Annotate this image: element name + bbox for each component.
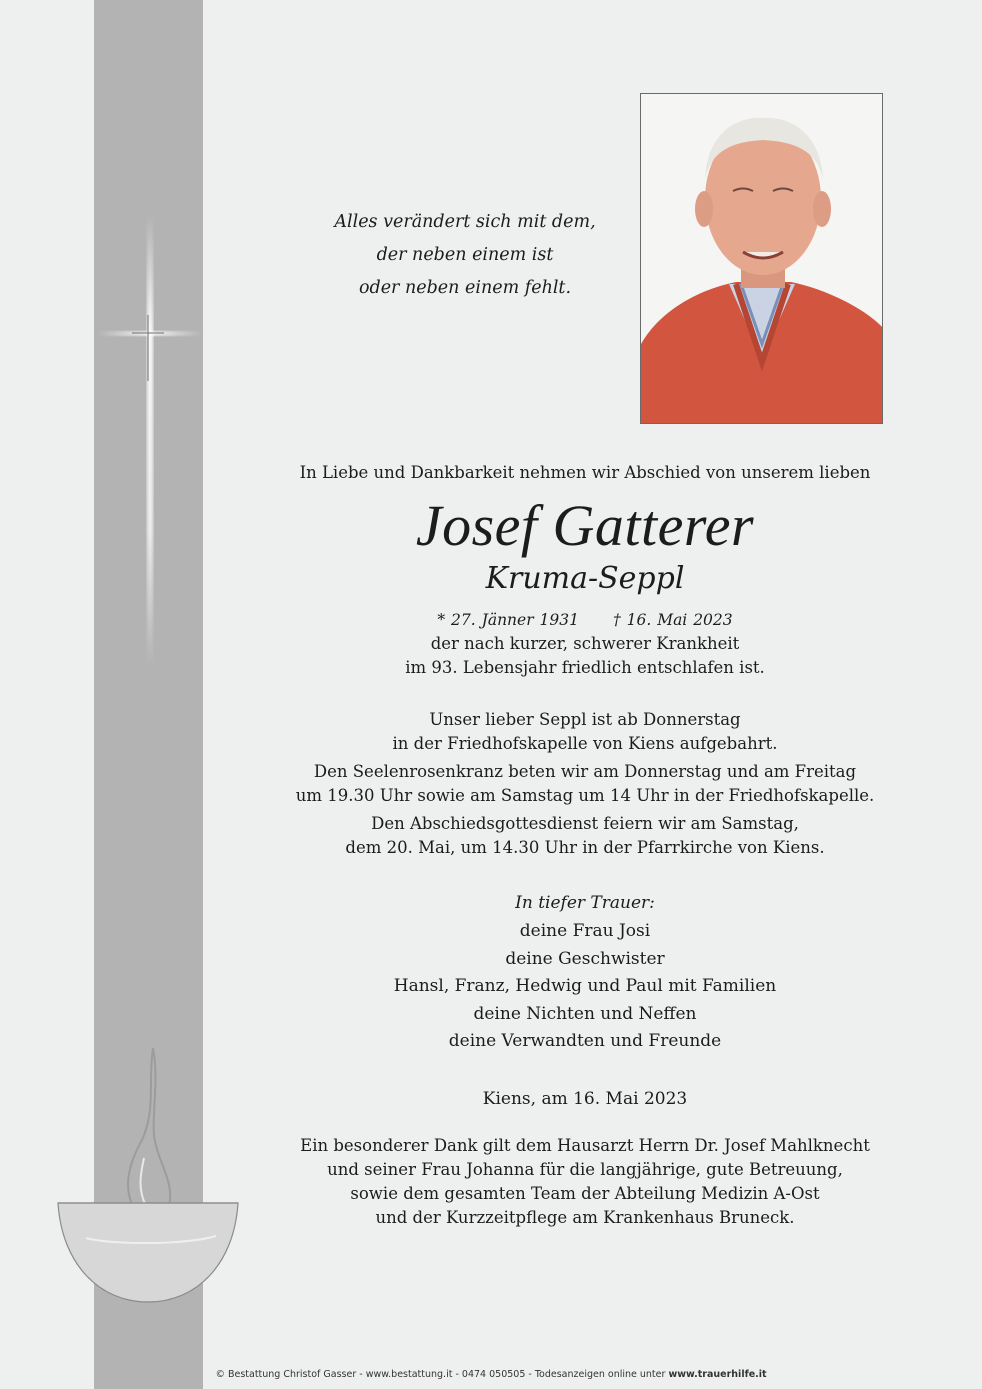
epitaph-quote	[300, 206, 630, 305]
service-text-line: in der Friedhofskapelle von Kiens aufgebahrt.	[392, 734, 778, 753]
thanks-text	[286, 1134, 884, 1230]
deceased-nickname: Kruma-Seppl	[485, 561, 685, 596]
service-text-line: dem 20. Mai, um 14.30 Uhr in der Pfarrkirche von Kiens.	[345, 838, 825, 857]
candle-bowl-icon	[56, 1040, 240, 1340]
death-text-line: im 93. Lebensjahr friedlich entschlafen ist.	[405, 658, 765, 677]
death-text-line: der nach kurzer, schwerer Krankheit	[430, 634, 740, 653]
mourner-item: deine Nichten und Neffen	[473, 1003, 697, 1024]
birth-date: * 27. Jänner 1931	[437, 611, 579, 629]
death-date: † 16. Mai 2023	[612, 611, 733, 629]
mourner-item: deine Frau Josi	[519, 921, 651, 941]
mourners-heading: In tiefer Trauer:	[515, 893, 655, 913]
quote-line: der neben einem ist	[376, 245, 554, 265]
intro-text: In Liebe und Dankbarkeit nehmen wir Abschied von unserem lieben	[299, 463, 871, 482]
portrait-illustration	[641, 94, 883, 424]
quote-line: Alles verändert sich mit dem,	[334, 212, 596, 232]
obituary-body	[286, 460, 884, 1230]
quote-line: oder neben einem fehlt.	[358, 278, 572, 298]
place-date: Kiens, am 16. Mai 2023	[482, 1088, 688, 1109]
thanks-line: sowie dem gesamten Team der Abteilung Medizin A-Ost	[350, 1183, 820, 1203]
thanks-line: und seiner Frau Johanna für die langjährige, gute Betreuung,	[327, 1159, 843, 1179]
mourner-item: deine Verwandten und Freunde	[448, 1031, 722, 1051]
thanks-line: Ein besonderer Dank gilt dem Hausarzt Herrn Dr. Josef Mahlknecht	[300, 1135, 870, 1155]
mourner-item: Hansl, Franz, Hedwig und Paul mit Familien	[393, 976, 777, 996]
footer-text: © Bestattung Christof Gasser - www.bestattung.it - 0474 050505 - Todesanzeigen online unter	[215, 1369, 669, 1380]
footer-credits	[0, 1369, 982, 1380]
thanks-line: und der Kurzzeitpflege am Krankenhaus Bruneck.	[375, 1207, 795, 1227]
service-text-line: Den Seelenrosenkranz beten wir am Donnerstag und am Freitag	[313, 762, 857, 781]
mourner-item: deine Geschwister	[505, 948, 665, 969]
footer-link[interactable]: www.trauerhilfe.it	[668, 1369, 767, 1380]
service-text-line: Unser lieber Seppl ist ab Donnerstag	[429, 710, 741, 729]
service-text-line: Den Abschiedsgottesdienst feiern wir am Samstag,	[371, 814, 799, 833]
cross-icon	[98, 215, 202, 665]
life-dates	[286, 608, 884, 632]
portrait-photo	[640, 93, 883, 424]
deceased-name: Josef Gatterer	[415, 493, 755, 558]
service-text-line: um 19.30 Uhr sowie am Samstag um 14 Uhr in der Friedhofskapelle.	[295, 786, 875, 805]
